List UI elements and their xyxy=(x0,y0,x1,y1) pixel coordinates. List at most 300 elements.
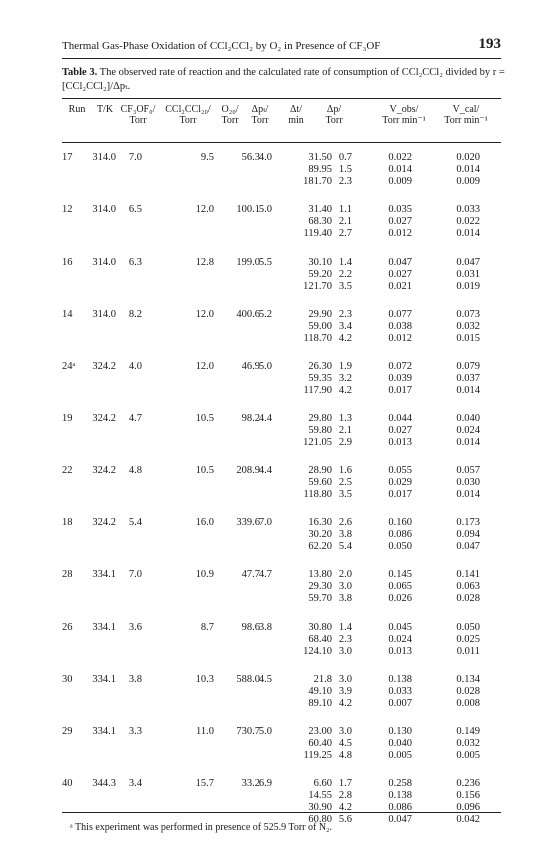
table-cell xyxy=(290,204,332,240)
table-cell: 314.0 xyxy=(92,309,116,320)
table-cell-value: 0.138 xyxy=(388,674,412,685)
table-cell: 28 xyxy=(62,569,73,580)
table-cell: 314.0 xyxy=(92,204,116,215)
column-header xyxy=(116,104,160,126)
table-cell: 334.1 xyxy=(92,569,116,580)
table-row xyxy=(0,569,559,613)
table-cell-value: 2.0 xyxy=(338,569,352,580)
table-cell-value: 0.077 xyxy=(388,309,412,320)
table-cell-value: 60.80 xyxy=(308,814,332,825)
table-cell xyxy=(328,622,352,658)
table-cell-value: 5.6 xyxy=(338,814,352,825)
table-cell-value: 59.70 xyxy=(308,593,332,604)
table-cell: 10.5 xyxy=(195,413,214,424)
table-cell xyxy=(438,152,480,188)
table-cell: 14 xyxy=(62,309,73,320)
table-cell-value: 0.145 xyxy=(388,569,412,580)
table-cell xyxy=(370,465,412,501)
table-cell: 4.4 xyxy=(258,413,272,424)
table-row xyxy=(0,361,559,405)
column-header-unit: Torr xyxy=(251,115,269,126)
table-cell-value: 0.038 xyxy=(388,321,412,332)
table-cell-value: 21.8 xyxy=(313,674,332,685)
table-cell-value: 68.40 xyxy=(308,634,332,645)
table-cell-value: 0.005 xyxy=(456,750,480,761)
table-cell: 7.0 xyxy=(258,517,272,528)
table-cell: 33.2 xyxy=(241,778,260,789)
table-cell-value: 0.030 xyxy=(456,477,480,488)
table-cell xyxy=(290,152,332,188)
table-cell: 6.3 xyxy=(128,257,142,268)
table-cell: 4.4 xyxy=(258,465,272,476)
table-cell-value: 3.5 xyxy=(338,489,352,500)
table-cell xyxy=(370,517,412,553)
table-cell-value: 0.141 xyxy=(456,569,480,580)
table-cell-value: 31.50 xyxy=(308,152,332,163)
table-cell-value: 0.065 xyxy=(388,581,412,592)
table-cell: 9.5 xyxy=(200,152,214,163)
table-cell: 46.9 xyxy=(241,361,260,372)
table-cell: 400.6 xyxy=(236,309,260,320)
table-rule-bottom xyxy=(62,812,501,813)
table-cell: 8.7 xyxy=(200,622,214,633)
table-cell xyxy=(328,204,352,240)
table-cell-value: 2.3 xyxy=(338,634,352,645)
table-cell-value: 1.1 xyxy=(338,204,352,215)
table-cell-value: 0.027 xyxy=(388,216,412,227)
table-cell-value: 1.6 xyxy=(338,465,352,476)
table-cell-value: 30.80 xyxy=(308,622,332,633)
table-cell-value: 60.40 xyxy=(308,738,332,749)
table-cell: 588.0 xyxy=(236,674,260,685)
table-cell: 10.9 xyxy=(195,569,214,580)
table-cell-value: 0.033 xyxy=(456,204,480,215)
running-head: Thermal Gas-Phase Oxidation of CCl₂CCl₂ by O₂ in Presence of CF₃OF xyxy=(62,40,381,52)
table-row xyxy=(0,204,559,248)
table-cell-value: 31.40 xyxy=(308,204,332,215)
table-footnote: ᵃ This experiment was performed in presence of 525.9 Torr of N₂. xyxy=(70,822,333,833)
table-cell: 12.0 xyxy=(195,204,214,215)
table-cell-value: 0.017 xyxy=(388,385,412,396)
table-cell-value: 29.80 xyxy=(308,413,332,424)
table-cell-value: 68.30 xyxy=(308,216,332,227)
table-cell-value: 0.020 xyxy=(456,152,480,163)
table-cell-value: 0.013 xyxy=(388,646,412,657)
table-cell-value: 0.028 xyxy=(456,593,480,604)
table-cell-value: 0.047 xyxy=(456,541,480,552)
table-cell xyxy=(290,674,332,710)
column-header-label: T/K xyxy=(96,104,114,115)
table-cell-value: 0.258 xyxy=(388,778,412,789)
column-header-label: Δt/ xyxy=(290,104,302,115)
table-cell-value: 59.20 xyxy=(308,269,332,280)
table-cell-value: 0.138 xyxy=(388,790,412,801)
table-row xyxy=(0,622,559,666)
table-cell-value: 0.027 xyxy=(388,425,412,436)
table-cell xyxy=(328,152,352,188)
table-cell xyxy=(290,778,332,826)
table-cell-value: 30.90 xyxy=(308,802,332,813)
table-cell xyxy=(328,257,352,293)
table-cell-value: 6.60 xyxy=(313,778,332,789)
table-cell-value: 0.047 xyxy=(456,257,480,268)
column-header xyxy=(376,104,432,126)
table-cell-value: 2.2 xyxy=(338,269,352,280)
table-cell-value: 0.134 xyxy=(456,674,480,685)
column-header-unit: Torr xyxy=(179,115,197,126)
table-cell-value: 0.072 xyxy=(388,361,412,372)
table-cell: 334.1 xyxy=(92,622,116,633)
table-cell: 339.6 xyxy=(236,517,260,528)
table-cell-value: 0.079 xyxy=(456,361,480,372)
table-cell: 3.8 xyxy=(128,674,142,685)
table-cell xyxy=(438,674,480,710)
table-cell xyxy=(438,778,480,826)
table-cell-value: 0.039 xyxy=(388,373,412,384)
table-cell-value: 119.40 xyxy=(303,228,332,239)
table-cell: 16.0 xyxy=(195,517,214,528)
table-cell xyxy=(370,152,412,188)
table-cell: 4.0 xyxy=(128,361,142,372)
table-cell-value: 0.045 xyxy=(388,622,412,633)
table-cell-value: 0.086 xyxy=(388,529,412,540)
table-cell-value: 0.032 xyxy=(456,321,480,332)
table-cell-value: 2.8 xyxy=(338,790,352,801)
table-cell-value: 0.086 xyxy=(388,802,412,813)
table-cell-value: 62.20 xyxy=(308,541,332,552)
table-cell-value: 1.4 xyxy=(338,257,352,268)
table-cell xyxy=(370,569,412,605)
table-cell-value: 4.2 xyxy=(338,698,352,709)
table-cell xyxy=(290,309,332,345)
table-cell-value: 0.037 xyxy=(456,373,480,384)
table-cell: 4.7 xyxy=(258,569,272,580)
table-cell-value: 0.026 xyxy=(388,593,412,604)
table-cell-value: 0.047 xyxy=(388,814,412,825)
table-caption-text: The observed rate of reaction and the calculated rate of consumption of CCl₂CCl₂ divided by r = [CCl₂CCl₂]/Δpₜ. xyxy=(62,67,505,92)
table-cell xyxy=(290,517,332,553)
table-cell xyxy=(438,257,480,293)
table-cell: 18 xyxy=(62,517,73,528)
table-cell-value: 3.5 xyxy=(338,281,352,292)
table-cell: 324.2 xyxy=(92,413,116,424)
table-cell: 5.4 xyxy=(128,517,142,528)
table-cell-value: 5.4 xyxy=(338,541,352,552)
table-cell-value: 0.057 xyxy=(456,465,480,476)
table-cell-value: 3.9 xyxy=(338,686,352,697)
table-cell-value: 0.035 xyxy=(388,204,412,215)
table-cell xyxy=(328,517,352,553)
table-cell-value: 0.013 xyxy=(388,437,412,448)
table-cell-value: 3.8 xyxy=(338,529,352,540)
column-header-unit: Torr xyxy=(221,115,239,126)
table-cell-value: 4.2 xyxy=(338,385,352,396)
table-cell: 5.0 xyxy=(258,204,272,215)
table-cell xyxy=(370,257,412,293)
column-header-unit: min xyxy=(288,115,304,126)
table-cell xyxy=(370,622,412,658)
table-cell-value: 3.2 xyxy=(338,373,352,384)
table-cell: 6.5 xyxy=(128,204,142,215)
table-cell-value: 0.014 xyxy=(456,385,480,396)
table-row xyxy=(0,413,559,457)
table-cell-value: 118.70 xyxy=(303,333,332,344)
table-cell-value: 0.047 xyxy=(388,257,412,268)
table-row xyxy=(0,778,559,825)
table-cell: 16 xyxy=(62,257,73,268)
table-cell-value: 0.173 xyxy=(456,517,480,528)
page-header xyxy=(62,36,501,56)
table-cell-value: 0.009 xyxy=(456,176,480,187)
table-cell-value: 30.10 xyxy=(308,257,332,268)
table-cell: 12.8 xyxy=(195,257,214,268)
table-cell: 17 xyxy=(62,152,73,163)
table-cell: 4.7 xyxy=(128,413,142,424)
table-cell: 3.8 xyxy=(258,622,272,633)
table-cell xyxy=(328,309,352,345)
table-cell-value: 26.30 xyxy=(308,361,332,372)
table-cell-value: 0.021 xyxy=(388,281,412,292)
table-cell-value: 89.95 xyxy=(308,164,332,175)
table-cell: 4.5 xyxy=(258,674,272,685)
table-cell-value: 117.90 xyxy=(303,385,332,396)
table-cell: 56.3 xyxy=(241,152,260,163)
table-cell-value: 0.019 xyxy=(456,281,480,292)
table-cell-value: 2.1 xyxy=(338,216,352,227)
table-cell: 29 xyxy=(62,726,73,737)
column-header-label: V_cal/ xyxy=(452,104,480,115)
table-cell: 10.5 xyxy=(195,465,214,476)
table-cell: 344.3 xyxy=(92,778,116,789)
table-rule-header xyxy=(62,142,501,143)
table-cell-value: 29.30 xyxy=(308,581,332,592)
table-cell xyxy=(290,622,332,658)
table-rule-top xyxy=(62,98,501,99)
table-cell-value: 2.7 xyxy=(338,228,352,239)
table-cell-value: 59.60 xyxy=(308,477,332,488)
column-header-label: Δpₜ/ xyxy=(251,104,269,115)
table-cell-value: 0.032 xyxy=(456,738,480,749)
table-cell xyxy=(438,204,480,240)
table-cell-value: 2.3 xyxy=(338,176,352,187)
table-cell-value: 124.10 xyxy=(303,646,332,657)
table-cell-value: 0.044 xyxy=(388,413,412,424)
table-cell xyxy=(290,257,332,293)
table-cell: 334.1 xyxy=(92,726,116,737)
table-cell-value: 0.014 xyxy=(456,437,480,448)
table-cell-value: 0.033 xyxy=(388,686,412,697)
table-cell-value: 16.30 xyxy=(308,517,332,528)
table-cell: 12.0 xyxy=(195,309,214,320)
table-cell: 40 xyxy=(62,778,73,789)
table-cell-value: 3.0 xyxy=(338,726,352,737)
table-cell-value: 3.0 xyxy=(338,674,352,685)
table-cell-value: 181.70 xyxy=(303,176,332,187)
table-cell-value: 23.00 xyxy=(308,726,332,737)
column-header-unit: Torr xyxy=(325,115,343,126)
table-cell: 15.7 xyxy=(195,778,214,789)
column-header-label: CF₃OF₀/ xyxy=(120,104,156,115)
table-cell: 100.1 xyxy=(236,204,260,215)
table-cell: 324.2 xyxy=(92,465,116,476)
table-cell-value: 0.042 xyxy=(456,814,480,825)
table-cell: 314.0 xyxy=(92,257,116,268)
table-cell xyxy=(290,413,332,449)
table-cell-value: 4.2 xyxy=(338,802,352,813)
column-header-unit: Torr xyxy=(129,115,147,126)
table-cell-value: 0.055 xyxy=(388,465,412,476)
table-cell xyxy=(438,726,480,762)
table-cell-value: 2.3 xyxy=(338,309,352,320)
table-cell: 334.1 xyxy=(92,674,116,685)
table-cell-value: 0.050 xyxy=(388,541,412,552)
table-cell: 7.0 xyxy=(128,152,142,163)
table-cell-value: 0.014 xyxy=(456,228,480,239)
table-cell-value: 0.029 xyxy=(388,477,412,488)
table-cell-value: 0.011 xyxy=(456,646,480,657)
table-cell-value: 3.8 xyxy=(338,593,352,604)
table-cell-value: 0.022 xyxy=(456,216,480,227)
table-cell xyxy=(370,726,412,762)
table-cell: 47.7 xyxy=(241,569,260,580)
table-cell-value: 0.130 xyxy=(388,726,412,737)
column-header xyxy=(436,104,496,126)
column-header xyxy=(316,104,352,126)
table-cell: 24ᵃ xyxy=(62,361,76,372)
table-cell: 19 xyxy=(62,413,73,424)
table-cell-value: 0.7 xyxy=(338,152,352,163)
table-cell xyxy=(328,361,352,397)
table-cell-value: 59.35 xyxy=(308,373,332,384)
table-cell-value: 0.160 xyxy=(388,517,412,528)
table-cell: 11.0 xyxy=(196,726,214,737)
table-cell-value: 4.8 xyxy=(338,750,352,761)
table-row xyxy=(0,726,559,770)
table-cell-value: 0.024 xyxy=(388,634,412,645)
table-cell-value: 28.90 xyxy=(308,465,332,476)
table-cell: 12.0 xyxy=(195,361,214,372)
table-cell-value: 0.040 xyxy=(388,738,412,749)
table-cell: 314.0 xyxy=(92,152,116,163)
table-cell-value: 59.80 xyxy=(308,425,332,436)
table-cell: 3.6 xyxy=(128,622,142,633)
table-cell-value: 3.0 xyxy=(338,581,352,592)
table-cell-value: 0.094 xyxy=(456,529,480,540)
table-row xyxy=(0,517,559,561)
table-cell-value: 0.009 xyxy=(388,176,412,187)
table-cell: 10.3 xyxy=(195,674,214,685)
table-row xyxy=(0,257,559,301)
table-cell-value: 1.9 xyxy=(338,361,352,372)
table-cell: 5.0 xyxy=(258,726,272,737)
table-cell xyxy=(328,413,352,449)
table-caption-label: Table 3. xyxy=(62,67,98,78)
table-cell-value: 0.007 xyxy=(388,698,412,709)
table-cell xyxy=(328,674,352,710)
table-cell-value: 1.7 xyxy=(338,778,352,789)
table-cell-value: 0.005 xyxy=(388,750,412,761)
table-cell: 4.0 xyxy=(258,152,272,163)
table-cell xyxy=(438,569,480,605)
table-cell xyxy=(370,413,412,449)
table-cell-value: 0.014 xyxy=(456,489,480,500)
table-header-row xyxy=(0,104,559,140)
column-header-label: CCl₂CCl₂₀/ xyxy=(165,104,211,115)
column-header-label: Run xyxy=(68,104,86,115)
table-cell: 12 xyxy=(62,204,73,215)
table-cell: 5.5 xyxy=(258,257,272,268)
table-cell-value: 0.236 xyxy=(456,778,480,789)
table-cell-value: 0.022 xyxy=(388,152,412,163)
column-header xyxy=(240,104,280,126)
table-cell xyxy=(438,622,480,658)
table-cell xyxy=(328,778,352,826)
table-cell xyxy=(290,569,332,605)
table-cell-value: 0.012 xyxy=(388,333,412,344)
table-cell xyxy=(290,361,332,397)
table-cell xyxy=(438,413,480,449)
column-header xyxy=(62,104,92,115)
table-cell xyxy=(438,465,480,501)
table-cell-value: 0.025 xyxy=(456,634,480,645)
table-cell-value: 118.80 xyxy=(303,489,332,500)
table-cell xyxy=(370,309,412,345)
table-cell: 98.2 xyxy=(241,413,260,424)
table-cell-value: 14.55 xyxy=(308,790,332,801)
table-cell-value: 2.6 xyxy=(338,517,352,528)
table-cell: 5.2 xyxy=(258,309,272,320)
table-cell-value: 0.014 xyxy=(388,164,412,175)
table-cell-value: 30.20 xyxy=(308,529,332,540)
header-rule xyxy=(62,58,501,59)
table-cell: 26 xyxy=(62,622,73,633)
table-cell xyxy=(328,726,352,762)
table-cell-value: 0.096 xyxy=(456,802,480,813)
table-cell: 30 xyxy=(62,674,73,685)
table-cell-value: 59.00 xyxy=(308,321,332,332)
table-cell-value: 3.0 xyxy=(338,646,352,657)
table-row xyxy=(0,674,559,718)
table-row xyxy=(0,465,559,509)
table-cell: 22 xyxy=(62,465,73,476)
table-row xyxy=(0,309,559,353)
table-cell-value: 0.073 xyxy=(456,309,480,320)
table-cell xyxy=(328,569,352,605)
table-cell: 3.4 xyxy=(128,778,142,789)
table-caption xyxy=(62,66,507,94)
table-cell-value: 13.80 xyxy=(308,569,332,580)
table-cell-value: 1.3 xyxy=(338,413,352,424)
table-cell xyxy=(290,726,332,762)
table-cell-value: 0.024 xyxy=(456,425,480,436)
table-cell: 98.6 xyxy=(241,622,260,633)
page-number: 193 xyxy=(478,36,501,52)
table-cell-value: 2.9 xyxy=(338,437,352,448)
table-cell xyxy=(328,465,352,501)
table-row xyxy=(0,152,559,196)
table-cell-value: 0.017 xyxy=(388,489,412,500)
table-cell-value: 0.040 xyxy=(456,413,480,424)
table-cell-value: 2.5 xyxy=(338,477,352,488)
table-cell: 324.2 xyxy=(92,517,116,528)
table-cell-value: 1.5 xyxy=(338,164,352,175)
table-cell-value: 0.149 xyxy=(456,726,480,737)
table-cell-value: 89.10 xyxy=(308,698,332,709)
table-cell xyxy=(438,361,480,397)
table-cell xyxy=(438,517,480,553)
table-cell-value: 121.05 xyxy=(303,437,332,448)
column-header-label: Δp/ xyxy=(326,104,342,115)
